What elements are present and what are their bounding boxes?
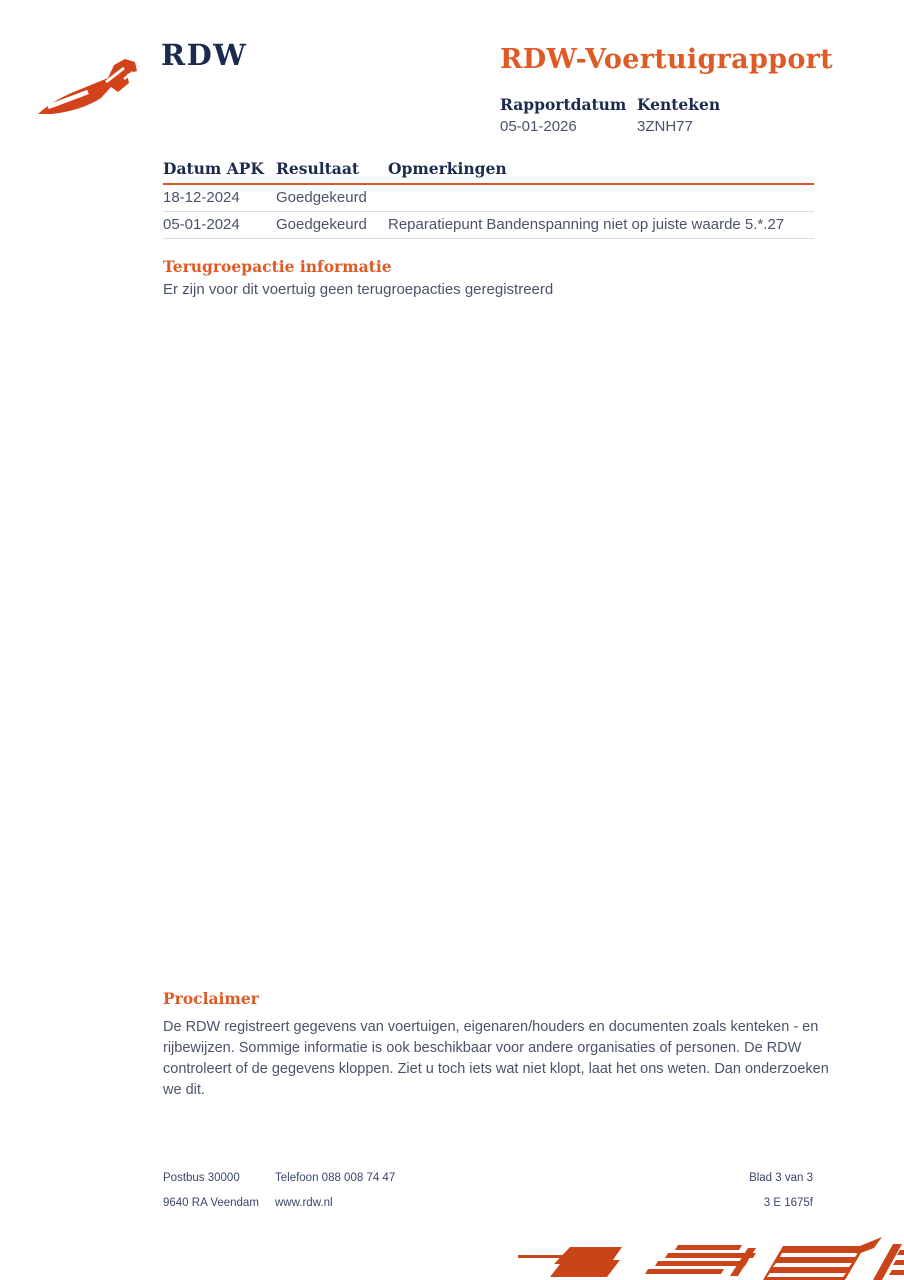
recall-section-heading: Terugroepactie informatie bbox=[163, 257, 392, 276]
rdw-stripes-graphic-icon bbox=[510, 1236, 904, 1280]
cell-datum: 05-01-2024 bbox=[163, 216, 240, 233]
proclaimer-heading: Proclaimer bbox=[163, 989, 259, 1008]
footer-website: www.rdw.nl bbox=[275, 1197, 333, 1209]
footer-page-number: Blad 3 van 3 bbox=[749, 1172, 813, 1184]
footer-postbus: Postbus 30000 bbox=[163, 1172, 240, 1184]
col-header-resultaat: Resultaat bbox=[276, 159, 360, 178]
page-title: RDW-Voertuigrapport bbox=[500, 44, 833, 75]
table-row bbox=[163, 212, 814, 239]
cell-resultaat: Goedgekeurd bbox=[276, 216, 367, 233]
proclaimer-line: De RDW registreert gegevens van voertuigen, eigenaren/houders en documenten zoals kenteken - en bbox=[163, 1019, 819, 1035]
rdw-logo-text: RDW bbox=[161, 38, 248, 72]
kenteken-label: Kenteken bbox=[637, 95, 721, 114]
apk-table bbox=[163, 159, 814, 239]
proclaimer-body bbox=[163, 1017, 829, 1101]
footer-phone: Telefoon 088 008 74 47 bbox=[275, 1172, 396, 1184]
proclaimer-line: controleert of de gegevens kloppen. Ziet u toch iets wat niet klopt, laat het ons weten. Dan onderzoeken bbox=[163, 1061, 829, 1077]
cell-datum: 18-12-2024 bbox=[163, 189, 240, 206]
recall-section-body: Er zijn voor dit voertuig geen terugroepacties geregistreerd bbox=[163, 281, 554, 298]
col-header-opmerkingen: Opmerkingen bbox=[388, 159, 507, 178]
proclaimer-line: rijbewijzen. Sommige informatie is ook beschikbaar voor andere organisaties of personen. De RDW bbox=[163, 1040, 802, 1056]
table-row bbox=[163, 185, 814, 212]
apk-table-header-row bbox=[163, 159, 814, 185]
footer-doc-code: 3 E 1675f bbox=[763, 1197, 813, 1209]
cell-resultaat: Goedgekeurd bbox=[276, 189, 367, 206]
report-date-value: 05-01-2026 bbox=[500, 118, 577, 135]
kenteken-value: 3ZNH77 bbox=[637, 118, 693, 135]
rdw-feather-icon bbox=[36, 55, 152, 117]
report-date-label: Rapportdatum bbox=[500, 95, 627, 114]
proclaimer-line: we dit. bbox=[163, 1082, 205, 1098]
footer-city: 9640 RA Veendam bbox=[163, 1197, 259, 1209]
cell-opmerkingen: Reparatiepunt Bandenspanning niet op juiste waarde 5.*.27 bbox=[388, 216, 785, 233]
col-header-datum-apk: Datum APK bbox=[163, 159, 264, 178]
